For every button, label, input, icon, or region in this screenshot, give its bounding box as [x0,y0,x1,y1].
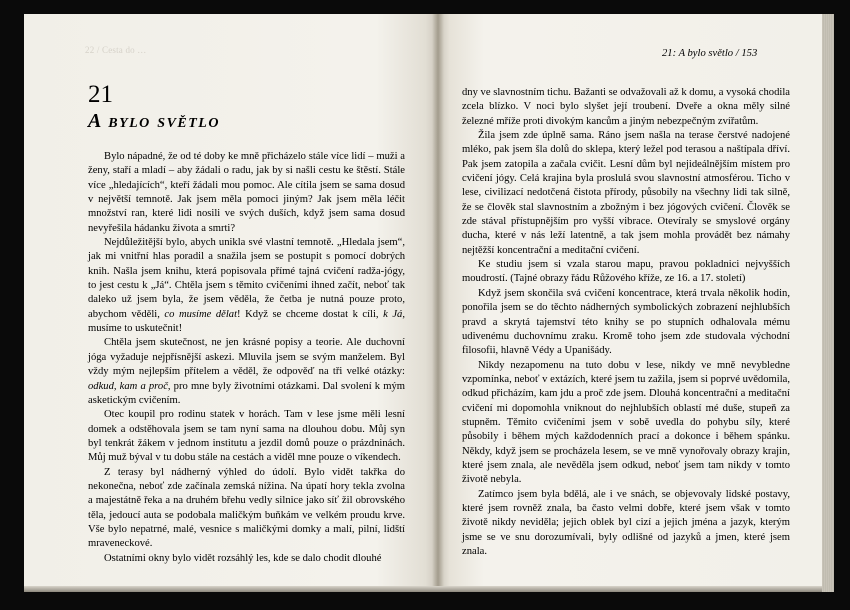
text-run: Zatímco jsem byla bdělá, ale i ve snách, se objevovaly lidské postavy, které jsem rovněž znala, ba často velmi dobře, které jsem však v tomto životě nikdy neviděla; jejich oblek byl cizí a jejich jména a jazyk, kterým jsme se ve snu dorozumívali, byly odlišné od jazyků a jmen, které jsem znala. [462,488,790,557]
paragraph [462,129,790,258]
text-run: ! Když se chceme dostat k cíli, [237,308,384,320]
paragraph [462,86,790,129]
paragraph [462,359,790,488]
text-run: Nikdy nezapomenu na tuto dobu v lese, nikdy ve mně nevybledne vzpomínka, neboť v extázích, které jsem tu zažila, jsem si poprvé uvědomila, odkud přicházím, kam jdu a proč zde jsem. Dlouhá koncentrační a meditační cvičení mi dopomohla vniknout do nejhlubších oblastí mé duše, stupeň za stupněm. Těmito cvičeními jsem v sobě uvedla do pohybu síly, které působily i během mých každodenních prací a dokonce i během spánku. Někdy, když jsem se procházela lesem, se ve mně vynořovaly obrazy krajin, které jsem znala, ale nevěděla jsem odkud, neboť jsem tam nikdy v tomto životě nebyla. [462,359,790,486]
emphasis-text: co musíme dělat [164,308,238,320]
paragraph [88,408,405,465]
paragraph [88,236,405,336]
emphasis-text: k Já [383,308,403,320]
emphasis-text: odkud, kam a proč [88,380,168,392]
text-run: Ke studiu jsem si vzala starou mapu, pravou pokladnici nejvyšších moudrostí. (Tajné obrazy řádu Růžového kříže, ze 16. a 17. století) [462,259,790,285]
paragraph [462,287,790,359]
text-run: dny ve slavnostním tichu. Bažanti se odvažovali až k domu, a vysoká chodila zcela blízko. V noci bylo slyšet její troubení. Dveře a okna měly silné železné mříže proti divokým kancům a jiným nebezpečným zvířatům. [462,87,790,127]
text-run: Žila jsem zde úplně sama. Ráno jsem našla na terase čerstvé nadojené mléko, pak jsem šla dolů do sklepa, který ležel pod terasou a naštípala dříví. Pak jsem zatopila a začala cvičit. Lesní dům byl nejideálnějším místem pro cvičení jógy. Celá krajina byla proslulá svou slavnostní atmosférou. Ticho v lese, civilizací nedotčená čistota přírody, působily na všechny lidi tak silně, že se člověk stal slavnostním a zbožným i bez jógových cvičení. Člověk se zde stával přístupnějším pro vyšší vibrace. Otevíraly se smyslové orgány ducha, které v nás leží latentně, a tak jsem mohla provádět bez námahy nejtěžší koncentrační a meditační cvičení. [462,130,790,256]
bleed-through-text: 22 / Cesta do … [85,45,147,55]
paragraph [462,488,790,560]
text-run: Otec koupil pro rodinu statek v horách. Tam v lese jsme měli lesní domek a odstěhovala jsem se tam nyní sama na dlouhou dobu. Můj syn byl tenkrát žákem v jednom institutu a jezdil domů pouze o prázdninách. Můj muž býval v tu dobu stále na cestách a viděl mne pouze o víkendech. [88,409,405,464]
chapter-title: A bylo světlo [88,110,220,132]
page-edges [822,14,834,592]
paragraph [88,466,405,552]
text-run: Když jsem skončila svá cvičení koncentrace, která trvala několik hodin, ponořila jsem se do těchto nádherných symbolických zobrazení nejhlubších pravd a skrytá tajemství této knihy se po stupních odhalovala mému udivenému duchovnímu zraku. Kromě toho jsem zde studovala východní filosofii, hlavně Védy a Upanišády. [462,287,790,357]
text-run: Nejdůležitější bylo, abych unikla své vlastní temnotě. „Hledala jsem“, jak mi vnitřní hlas poradil a snažila jsem se postupit s pomocí dobrých knih. Našla jsem knihu, která popisovala přímé tajná cvičení radža-jógy, to jest cestu k „Já“. Chtěla jsem s těmito cvičeními ihned začít, neboť tak daleko už jsem byla, že jsem věděla, že četba je nutná pouze proto, abychom věděli, [88,237,405,320]
paragraph [88,336,405,408]
paragraph [88,552,405,566]
text-run: Ostatními okny bylo vidět rozsáhlý les, kde se dalo chodit dlouhé [104,552,382,564]
text-run: Z terasy byl nádherný výhled do údolí. Bylo vidět takřka do nekonečna, neboť zde začínala zemská nížina. Na úpatí hory tekla zvolna a majestátně řeka a na druhém břehu vedly silnice jako síť žil obrovského těla, jedoucí auta se podobala maličkým buňkám ve velkém proudu krve. Vše bylo nepatrné, malé, vesnice s maličkými domky a malí, pilní, lidští mraveneckové. [88,466,405,550]
right-page-body [462,86,790,559]
text-run: Bylo nápadné, že od té doby ke mně přicházelo stále více lidí – muži a ženy, staří a mladí – aby žádali o radu, jak by si našli cestu ke štěstí. Stále více „hledajících“, kteří žádali mou pomoc. Ale cítila jsem se sama dosud v největší temnotě. Jak jsem měla pomoci jiným? Jak jsem měla léčit množství ran, které lidi nosili ve svých duších, když jsem sama dosud nevyřešila hádanku života a smrti? [88,151,405,234]
left-page-body [88,150,405,566]
text-run: , musíme to uskutečnit! [88,308,405,335]
running-head: 21: A bylo světlo / 153 [662,48,758,59]
text-run: , pro mne byly životními otázkami. Dal svolení k mým asketickým cvičením. [88,380,405,406]
page-bottom-edge [24,586,822,592]
chapter-number: 21 [88,81,113,108]
paragraph [88,150,405,236]
paragraph [462,258,790,287]
text-run: Chtěla jsem skutečnost, ne jen krásné popisy a teorie. Ale duchovní jóga vyžaduje nejpřísnější askezi. Mluvila jsem se svým manželem. Byl vždy mým nejlepším přítelem a věděl, že odpověď na tři velké otázky: [88,337,405,378]
book-gutter [432,14,444,592]
